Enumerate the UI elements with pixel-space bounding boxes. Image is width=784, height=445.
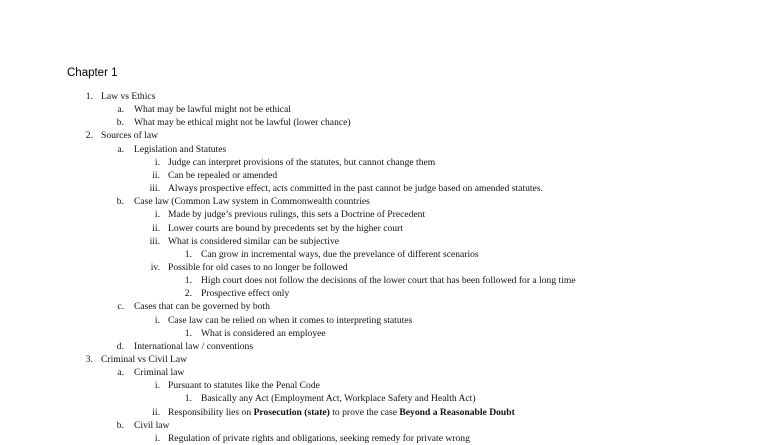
text-segment: Legislation and Statutes: [134, 143, 227, 155]
chapter-heading: Chapter 1: [67, 67, 118, 79]
list-item-text: [101, 130, 158, 142]
list-item-text: [201, 288, 289, 300]
list-item-text: [101, 354, 187, 366]
list-marker: b.: [116, 419, 124, 431]
text-segment: Prospective effect only: [201, 288, 290, 300]
list-item-text: [168, 433, 470, 445]
list-item-text: [101, 91, 155, 103]
list-marker: 1.: [184, 248, 192, 260]
list-item-text: [201, 393, 476, 405]
text-segment: Possible for old cases to no longer be followed: [168, 261, 348, 273]
list-marker: 3.: [85, 354, 93, 365]
list-item-text: [168, 157, 435, 169]
text-segment: Pursuant to statutes like the Penal Code: [168, 380, 320, 392]
list-marker: iii.: [149, 183, 160, 195]
emphasized-text: Prosecution (state): [253, 406, 330, 418]
list-marker: a.: [117, 104, 124, 116]
list-item-text: [168, 380, 320, 392]
list-marker: 2.: [85, 130, 93, 142]
text-segment: Criminal law: [134, 367, 185, 379]
list-marker: a.: [117, 143, 124, 155]
list-item-text: [168, 262, 348, 274]
list-item-text: [134, 104, 291, 116]
text-segment: Always prospective effect, acts committed in the past cannot be judge based on amended statutes.: [168, 183, 543, 195]
text-segment: What is considered an employee: [201, 327, 326, 339]
text-segment: International law / conventions: [134, 340, 254, 352]
list-marker: i.: [154, 209, 160, 221]
list-marker: 1.: [184, 275, 192, 287]
text-segment: to prove the case: [329, 406, 400, 418]
list-marker: ii.: [152, 169, 160, 181]
list-item-text: [168, 209, 425, 221]
list-marker: 1.: [85, 91, 93, 102]
list-item-text: [134, 420, 169, 432]
text-segment: High court does not follow the decisions of the lower court that has been followed for a long time: [201, 275, 576, 287]
list-marker: 1.: [184, 393, 192, 405]
list-item-text: [134, 341, 253, 353]
text-segment: Can be repealed or amended: [168, 169, 278, 181]
list-marker: b.: [116, 196, 124, 208]
list-item-text: [201, 275, 576, 287]
list-item-text: [134, 144, 226, 156]
text-segment: Civil law: [134, 419, 170, 431]
text-segment: Responsibility lies on: [168, 406, 254, 418]
list-item-text: [168, 170, 277, 182]
text-segment: Cases that can be governed by both: [134, 301, 270, 313]
text-segment: Regulation of private rights and obligations, seeking remedy for private wrong: [168, 432, 470, 444]
text-segment: Case law can be relied on when it comes to interpreting statutes: [168, 314, 413, 326]
list-item-text: [134, 301, 270, 313]
list-item-text: [168, 223, 403, 235]
text-segment: Made by judge’s previous rulings, this sets a Doctrine of Precedent: [168, 209, 426, 221]
text-segment: Can grow in incremental ways, due the prevelance of different scenarios: [201, 248, 479, 260]
text-segment: Judge can interpret provisions of the statutes, but cannot change them: [168, 156, 436, 168]
list-item-text: [134, 196, 370, 208]
text-segment: Lower courts are bound by precedents set by the higher court: [168, 222, 403, 234]
list-marker: iii.: [149, 235, 160, 247]
list-item-text: [201, 249, 479, 261]
list-marker: a.: [117, 367, 124, 379]
list-item-text: [168, 183, 543, 195]
list-marker: b.: [116, 117, 124, 129]
emphasized-text: Beyond a Reasonable Doubt: [399, 406, 515, 418]
list-item-text: [168, 407, 515, 419]
list-marker: i.: [154, 156, 160, 168]
list-marker: c.: [117, 301, 124, 313]
list-item-text: [134, 117, 351, 129]
list-marker: ii.: [152, 222, 160, 234]
text-segment: Case law (Common Law system in Commonwealth countries: [134, 196, 370, 208]
text-segment: Criminal vs Civil Law: [101, 354, 188, 365]
list-marker: i.: [154, 432, 160, 444]
text-segment: What may be lawful might not be ethical: [134, 104, 291, 116]
text-segment: Law vs Ethics: [101, 91, 156, 102]
list-item-text: [134, 367, 184, 379]
list-marker: i.: [154, 380, 160, 392]
list-marker: 2.: [184, 288, 192, 300]
text-segment: What is considered similar can be subjective: [168, 235, 340, 247]
list-marker: 1.: [184, 327, 192, 339]
list-marker: d.: [116, 340, 124, 352]
text-segment: What may be ethical might not be lawful (lower chance): [134, 117, 351, 129]
list-item-text: [168, 236, 339, 248]
list-marker: ii.: [152, 406, 160, 418]
list-item-text: [168, 315, 412, 327]
list-marker: iv.: [150, 261, 160, 273]
text-segment: Basically any Act (Employment Act, Workplace Safety and Health Act): [201, 393, 476, 405]
list-marker: i.: [154, 314, 160, 326]
text-segment: Sources of law: [101, 130, 159, 142]
list-item-text: [201, 328, 326, 340]
